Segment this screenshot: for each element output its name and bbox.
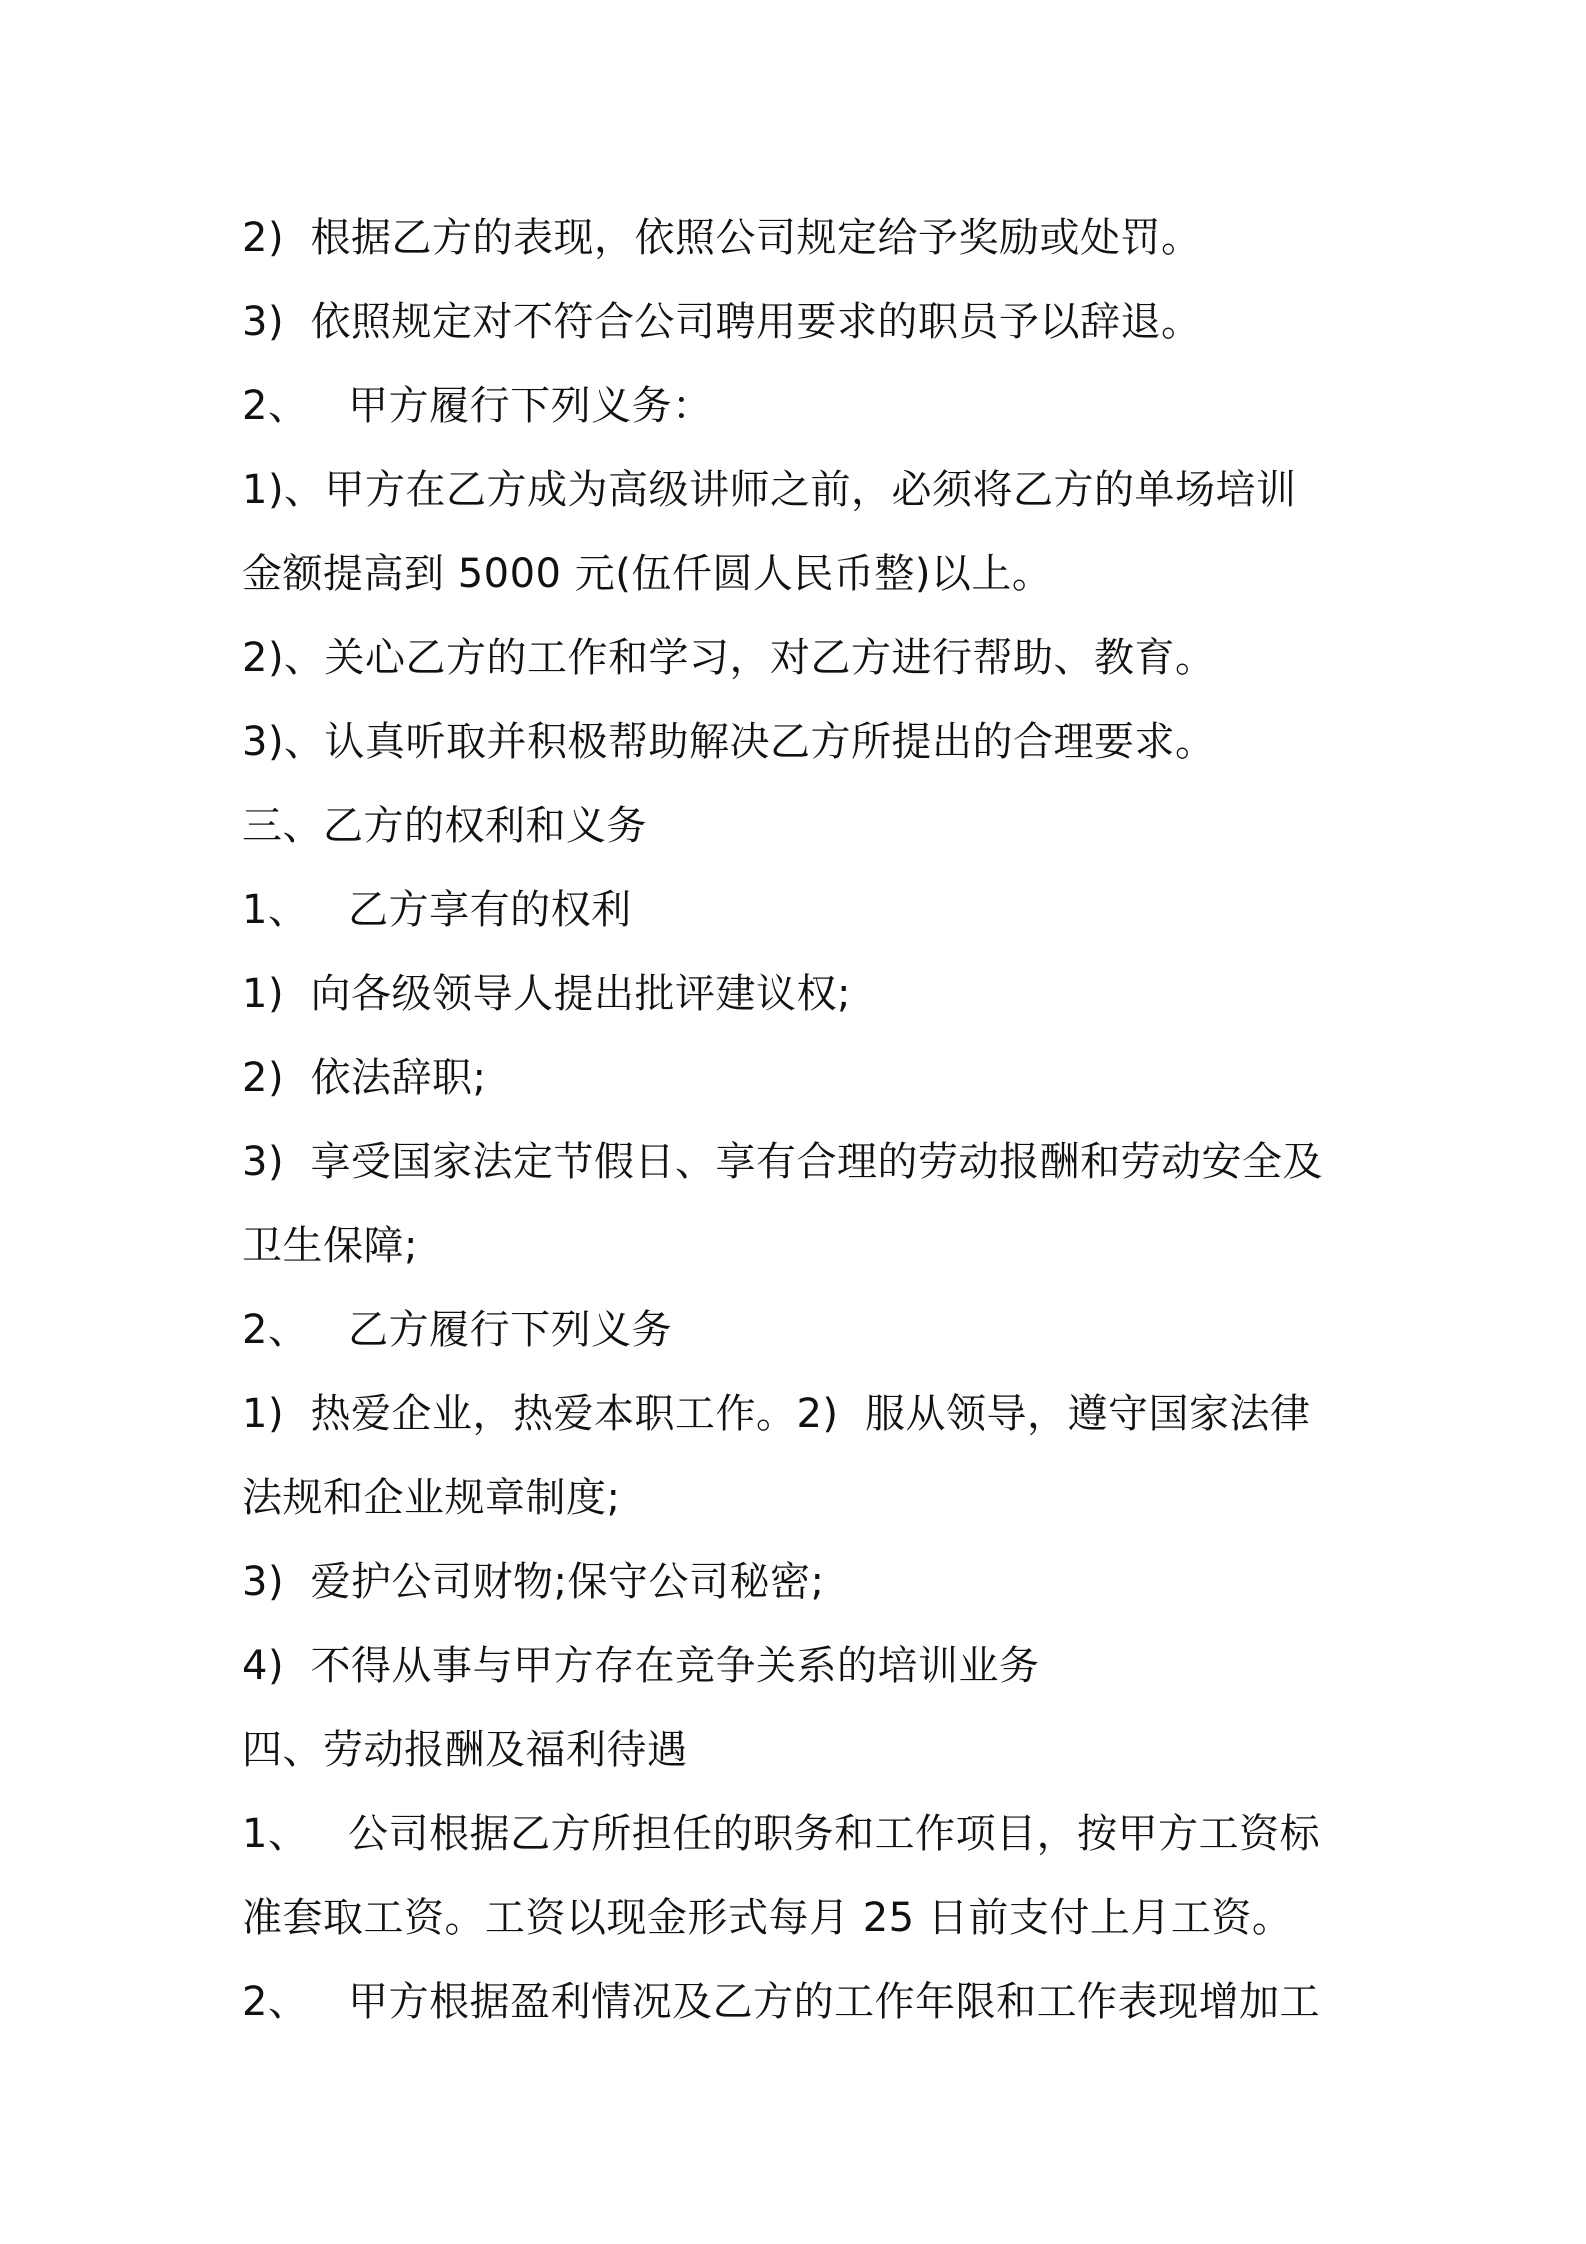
text-line: 2) 根据乙方的表现，依照公司规定给予奖励或处罚。 <box>242 215 1202 261</box>
text-line: 4) 不得从事与甲方存在竞争关系的培训业务 <box>242 1643 1040 1689</box>
text-line: 2) 依法辞职; <box>242 1055 487 1101</box>
section-heading: 三、乙方的权利和义务 <box>242 803 647 849</box>
text-line: 金额提高到 5000 元(伍仟圆人民币整)以上。 <box>242 551 1053 597</box>
text-line: 1) 热爱企业，热爱本职工作。2) 服从领导，遵守国家法律 <box>242 1391 1311 1437</box>
section-heading: 2、 甲方履行下列义务： <box>242 383 713 429</box>
text-line: 3) 爱护公司财物;保守公司秘密; <box>242 1559 825 1605</box>
text-line: 3) 享受国家法定节假日、享有合理的劳动报酬和劳动安全及 <box>242 1139 1323 1185</box>
text-line: 1) 向各级领导人提出批评建议权; <box>242 971 851 1017</box>
text-line: 卫生保障; <box>242 1223 418 1269</box>
text-line: 3)、认真听取并积极帮助解决乙方所提出的合理要求。 <box>242 719 1216 765</box>
section-heading: 1、 乙方享有的权利 <box>242 887 632 933</box>
text-line: 1、 公司根据乙方所担任的职务和工作项目，按甲方工资标 <box>242 1811 1321 1857</box>
text-line: 1)、甲方在乙方成为高级讲师之前，必须将乙方的单场培训 <box>242 467 1297 513</box>
section-heading: 四、劳动报酬及福利待遇 <box>242 1727 688 1773</box>
text-line: 法规和企业规章制度; <box>242 1475 621 1521</box>
text-line: 3) 依照规定对不符合公司聘用要求的职员予以辞退。 <box>242 299 1202 345</box>
text-line: 2)、关心乙方的工作和学习，对乙方进行帮助、教育。 <box>242 635 1216 681</box>
text-line: 准套取工资。工资以现金形式每月 25 日前支付上月工资。 <box>242 1895 1293 1941</box>
text-line: 2、 甲方根据盈利情况及乙方的工作年限和工作表现增加工 <box>242 1979 1321 2025</box>
section-heading: 2、 乙方履行下列义务 <box>242 1307 673 1353</box>
document-body <box>242 196 1362 2044</box>
